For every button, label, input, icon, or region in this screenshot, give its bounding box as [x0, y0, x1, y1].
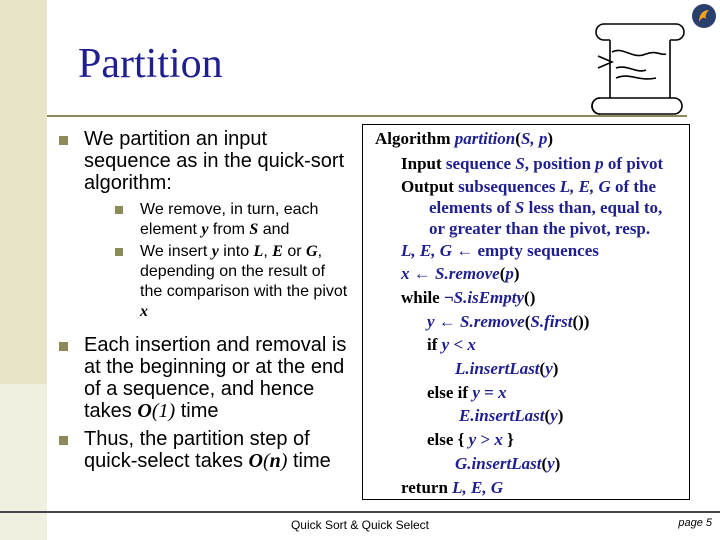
var: S	[249, 221, 259, 238]
math: O	[248, 450, 263, 472]
logo-icon	[690, 2, 718, 30]
method: L.insertLast	[455, 359, 540, 378]
math: )	[280, 450, 288, 472]
text: (	[544, 406, 551, 425]
text: )	[547, 129, 554, 148]
text: We insert	[140, 243, 212, 260]
page-number: page 5	[678, 517, 712, 529]
var: y	[441, 335, 450, 354]
var: y	[201, 221, 209, 238]
algo-line	[401, 288, 535, 308]
var: y	[211, 243, 219, 260]
algorithm-box	[362, 124, 690, 500]
bullet-item	[58, 128, 350, 322]
footer-title: Quick Sort & Quick Select	[290, 518, 430, 532]
var: x	[401, 264, 410, 283]
text: (	[524, 312, 531, 331]
text: sequence	[445, 154, 516, 173]
text: =	[479, 383, 499, 402]
var: p	[505, 264, 514, 283]
bullet-marker	[59, 136, 68, 145]
keyword: else if	[427, 383, 473, 402]
var: L, E, G	[452, 478, 504, 497]
keyword: else {	[427, 430, 469, 449]
algo-line	[401, 177, 656, 197]
algo-line	[401, 264, 520, 284]
algo-line	[427, 335, 476, 355]
text: Each insertion and removal is at the beginning or at the end of a sequence, and hence takes	[84, 334, 347, 422]
bullet-item	[58, 334, 350, 422]
algo-line	[427, 430, 514, 450]
text: , depending on the result of the comparison with the pivot	[140, 243, 348, 300]
sub-bullet-item	[114, 242, 350, 322]
bullet-marker	[59, 342, 68, 351]
text: or greater than the pivot, resp.	[429, 219, 651, 238]
text: into	[218, 243, 254, 260]
bullet-list	[58, 128, 350, 478]
math: O	[137, 400, 152, 422]
algo-line	[401, 478, 503, 498]
var: p	[595, 154, 604, 173]
bullet-item	[58, 428, 350, 472]
algo-line	[455, 454, 560, 474]
text: ()	[524, 288, 536, 307]
math: n	[269, 450, 281, 472]
text: , position	[524, 154, 596, 173]
text: from	[208, 221, 250, 238]
var: y	[468, 430, 477, 449]
text: )	[552, 359, 559, 378]
text: ←	[434, 312, 461, 331]
var: x	[140, 303, 148, 320]
text: time	[175, 400, 219, 422]
text: less than, equal to,	[524, 198, 663, 217]
text: )	[513, 264, 520, 283]
text: }	[502, 430, 514, 449]
keyword: Input	[401, 154, 446, 173]
algo-line	[427, 312, 589, 332]
footer-rule	[0, 511, 720, 513]
bullet-marker	[115, 248, 123, 256]
bullet-text: We partition an input sequence as in the quick-sort algorithm:	[84, 128, 345, 194]
left-decor-band-lower	[0, 384, 47, 540]
params: S, p	[520, 129, 548, 148]
var: y	[545, 359, 553, 378]
var: L, E, G	[559, 177, 611, 196]
var: x	[498, 383, 507, 402]
text: of the	[610, 177, 657, 196]
var: y	[547, 454, 555, 473]
algo-line	[401, 154, 663, 174]
method: S.remove	[460, 312, 525, 331]
text: >	[476, 430, 495, 449]
text: ¬	[443, 288, 454, 307]
text: Thus, the partition step of quick-select takes	[84, 428, 310, 472]
keyword: while	[401, 288, 444, 307]
algo-line	[455, 359, 558, 379]
method: E.insertLast	[459, 406, 545, 425]
text: ())	[572, 312, 590, 331]
bullet-marker	[115, 206, 123, 214]
method: S.first	[530, 312, 573, 331]
keyword: Output	[401, 177, 459, 196]
var: y	[427, 312, 435, 331]
var: E	[272, 243, 283, 260]
left-decor-band	[0, 0, 47, 384]
algo-line	[429, 219, 650, 239]
keyword: Algorithm	[375, 129, 455, 148]
algo-line	[427, 383, 507, 403]
method: S.isEmpty	[453, 288, 525, 307]
text: elements of	[429, 198, 515, 217]
text: time	[287, 450, 331, 472]
text: or	[282, 243, 306, 260]
text: (	[541, 454, 548, 473]
text: subsequences	[458, 177, 560, 196]
var: x	[467, 335, 476, 354]
math: (	[262, 450, 270, 472]
text: and	[258, 221, 290, 238]
keyword: if	[427, 335, 442, 354]
algo-line	[401, 241, 599, 261]
function-name: partition	[454, 129, 516, 148]
scroll-icon	[586, 12, 694, 122]
math: (1)	[151, 400, 176, 422]
algo-line	[375, 129, 553, 149]
sub-bullet-item	[114, 200, 350, 240]
algo-line	[429, 198, 662, 218]
algo-line	[459, 406, 563, 426]
var: L	[253, 243, 264, 260]
var: y	[472, 383, 480, 402]
text: )	[557, 406, 564, 425]
text: (	[515, 129, 521, 148]
var: G	[306, 243, 318, 260]
text: We remove, in turn, each element	[140, 201, 319, 238]
var: y	[550, 406, 558, 425]
text: <	[449, 335, 468, 354]
var: S	[514, 198, 525, 217]
var: S	[515, 154, 525, 173]
method: S.remove	[435, 264, 500, 283]
text: ,	[263, 243, 273, 260]
slide-title: Partition	[78, 41, 223, 87]
sub-bullet-list	[84, 200, 350, 322]
var: L, E, G	[401, 241, 452, 260]
text: )	[554, 454, 561, 473]
method: G.insertLast	[455, 454, 542, 473]
bullet-marker	[59, 436, 68, 445]
keyword: return	[401, 478, 453, 497]
text: ←	[409, 264, 435, 283]
text: ← empty sequences	[452, 241, 599, 260]
text: (	[499, 264, 506, 283]
text: (	[539, 359, 546, 378]
var: x	[494, 430, 503, 449]
text: of pivot	[603, 154, 664, 173]
